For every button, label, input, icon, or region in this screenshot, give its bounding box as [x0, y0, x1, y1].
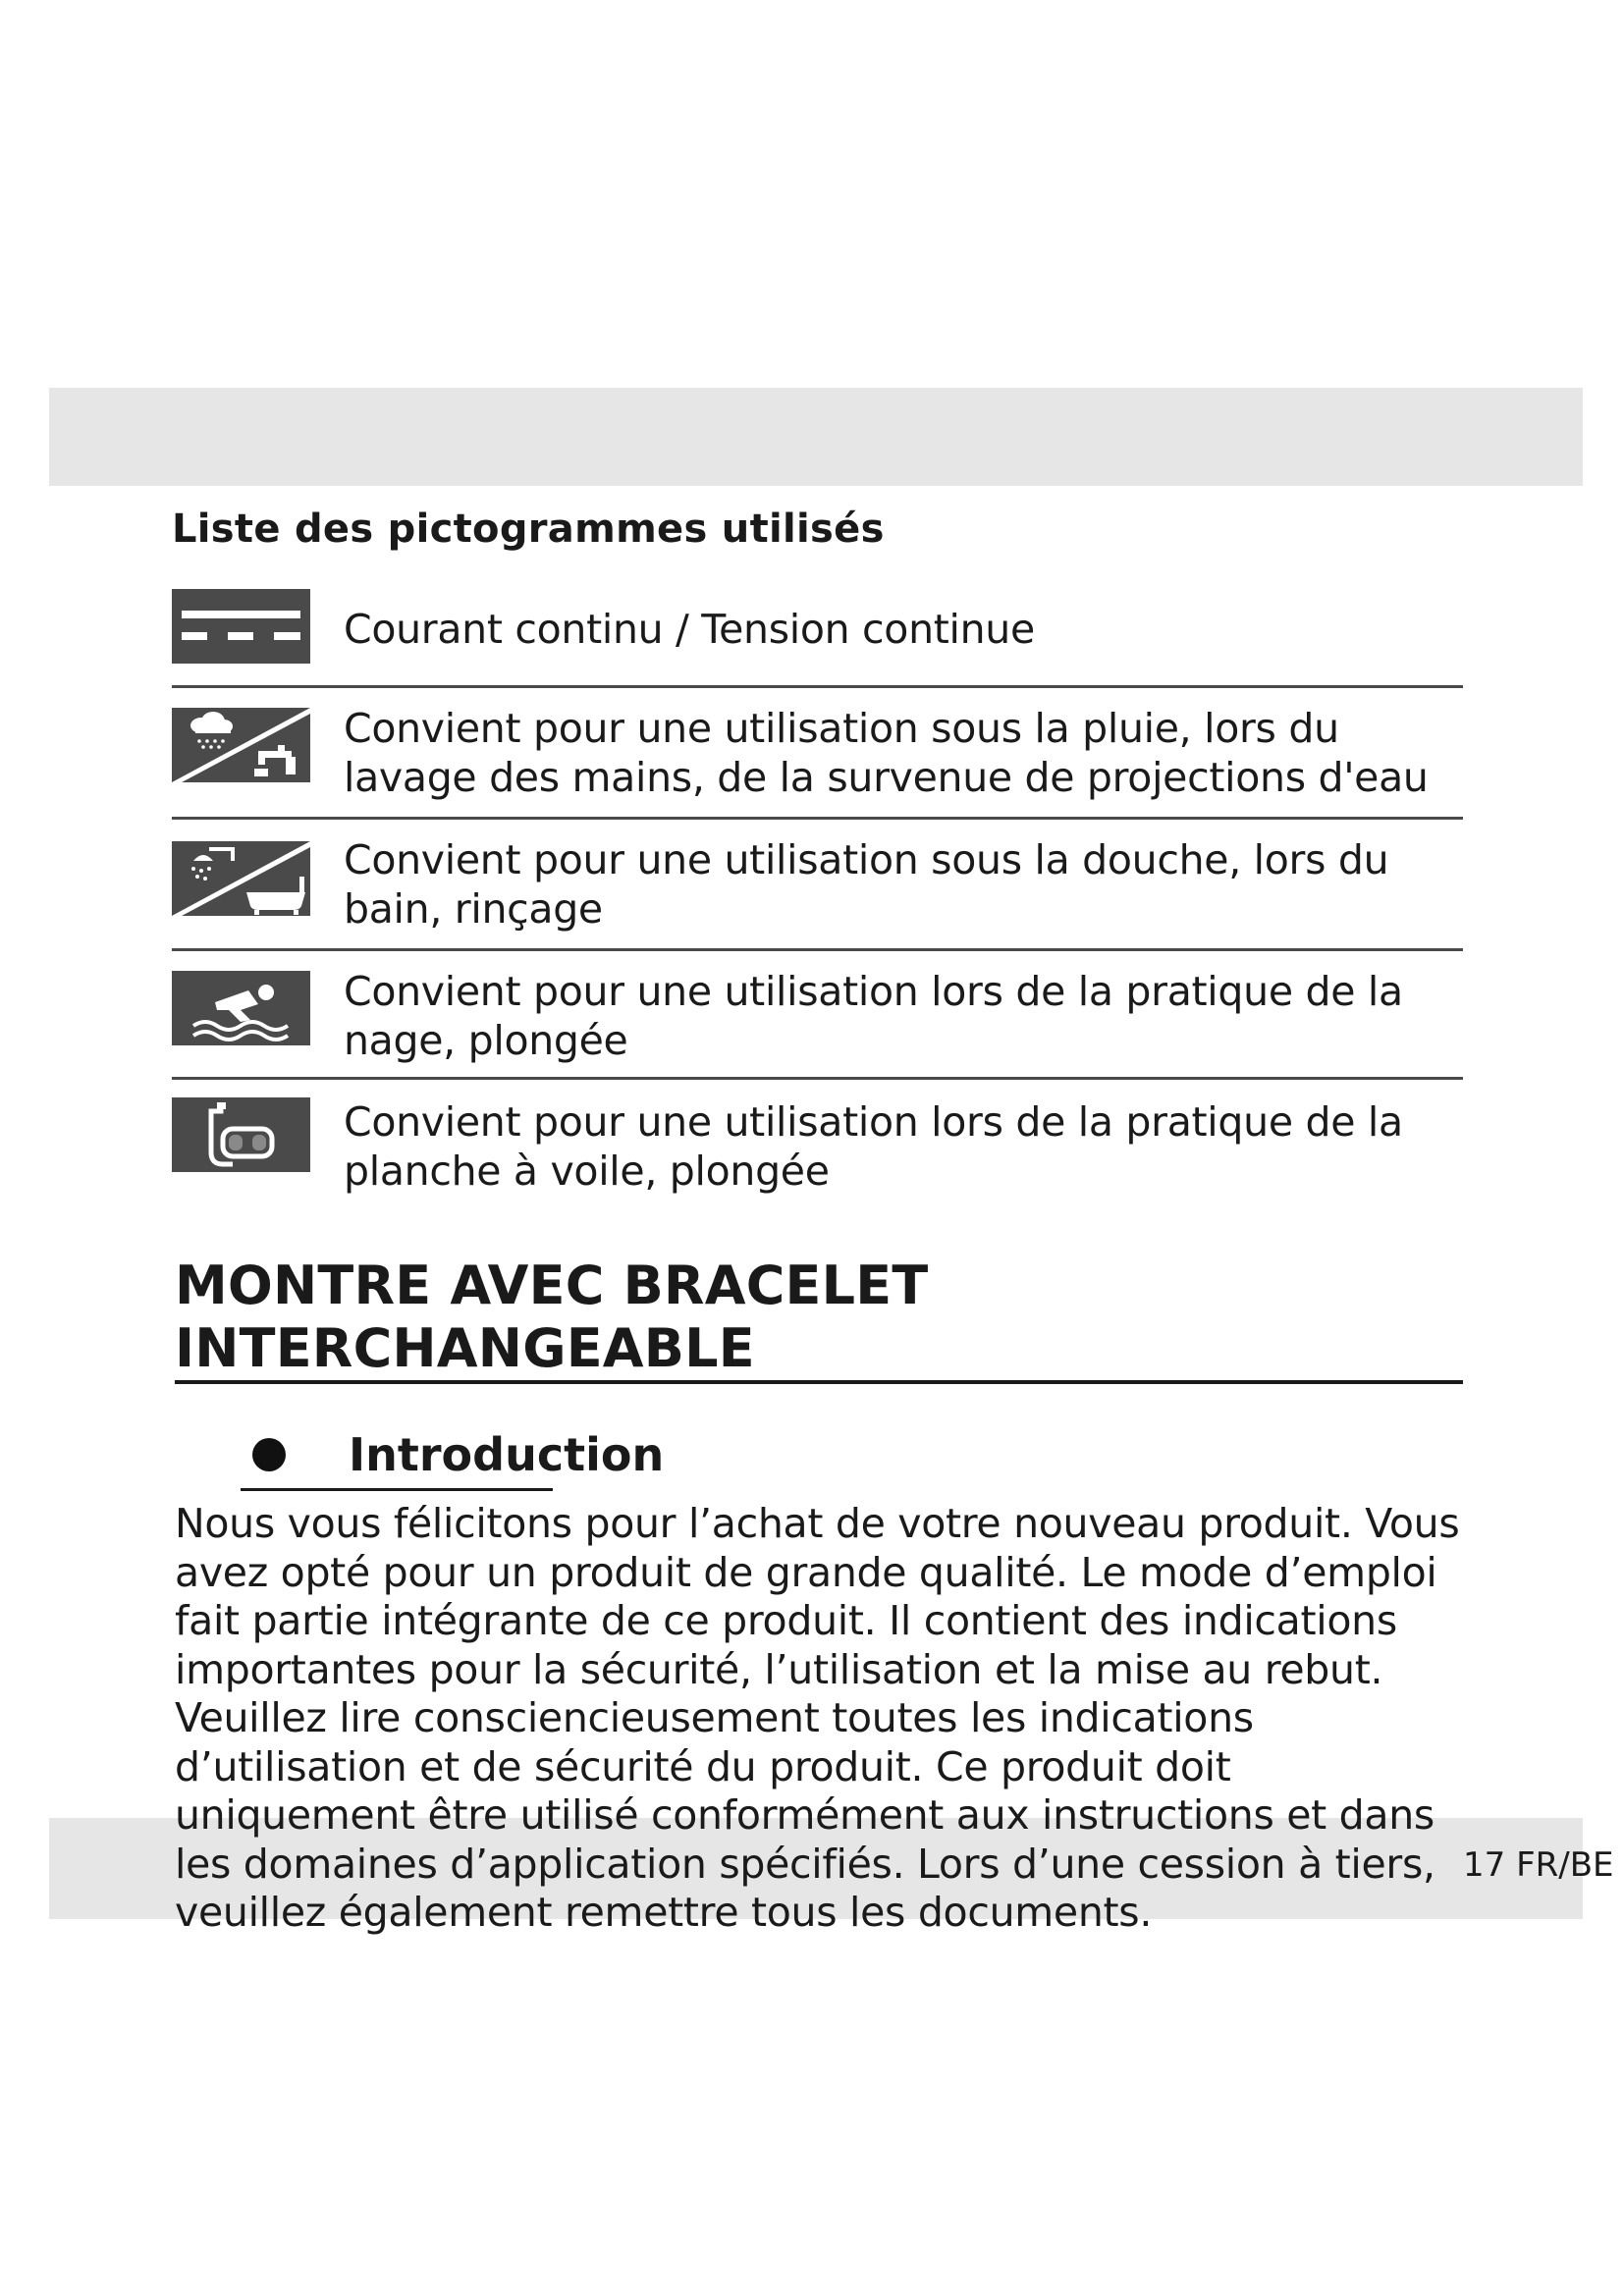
list-item — [172, 951, 1463, 1080]
direct-current-icon — [172, 589, 310, 664]
subheading-title: Introduction — [349, 1428, 665, 1481]
pictogram-list-title: Liste des pictogrammes utilisés — [172, 507, 885, 552]
header-band — [49, 388, 1583, 486]
list-item — [172, 688, 1463, 820]
pictogram-label: Convient pour une utilisation lors de la pratique de la planche à voile, plongée — [344, 1098, 1403, 1195]
bullet-icon — [252, 1438, 286, 1471]
page-content — [172, 499, 1463, 1938]
list-item — [172, 820, 1463, 951]
pictogram-label: Convient pour une utilisation lors de la pratique de la nage, plongée — [344, 968, 1403, 1064]
list-item — [172, 589, 1463, 688]
shower-bath-icon — [172, 841, 310, 916]
pictogram-list — [172, 589, 1463, 1207]
subheading — [241, 1423, 1463, 1486]
intro-paragraph: Nous vous félicitons pour l’achat de votre nouveau produit. Vous avez opté pour un produit de grande qualité. Le mode d’emploi fait partie intégrante de ce produit. Il contient des indications importantes pour la sécurité, l’utilisation et la mise au rebut. Veuillez lire consciencieusement toutes les indications d’utilisation et de sécurité du produit. Ce produit doit uniquement être utilisé conformément aux instructions et dans les domaines d’application spécifiés. Lors d’une cession à tiers, veuillez également remettre tous les documents. — [175, 1500, 1460, 1936]
pictogram-label: Courant continu / Tension continue — [344, 606, 1035, 653]
rain-handwash-icon — [172, 708, 310, 782]
page-number: 17 FR/BE — [1463, 1845, 1614, 1885]
section-title: MONTRE AVEC BRACELET INTERCHANGEABLE — [175, 1255, 1463, 1384]
list-item — [172, 1080, 1463, 1207]
swimming-icon — [172, 971, 310, 1045]
pictogram-label: Convient pour une utilisation sous la douche, lors du bain, rinçage — [344, 836, 1389, 933]
subheading-underline — [241, 1488, 553, 1491]
pictogram-label: Convient pour une utilisation sous la pluie, lors du lavage des mains, de la survenue de projections d'eau — [344, 705, 1429, 801]
snorkel-mask-icon — [172, 1097, 310, 1172]
